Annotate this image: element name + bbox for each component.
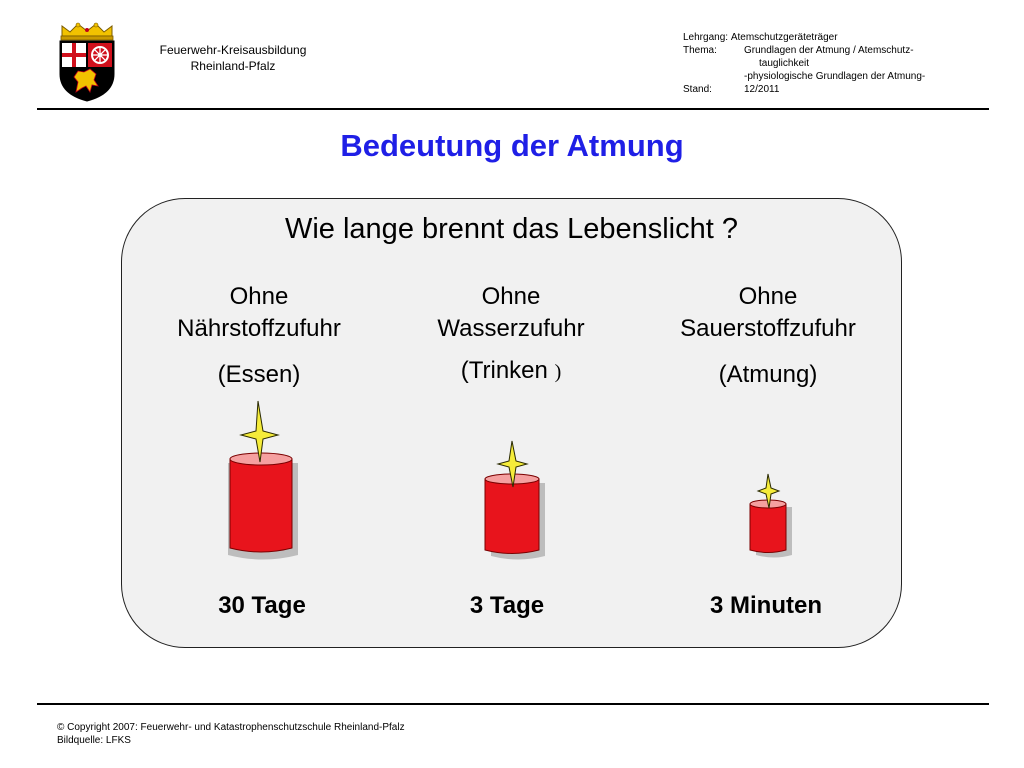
column-water-paren-close: ) xyxy=(554,361,562,383)
column-water-paren-text: (Trinken xyxy=(460,357,548,384)
topic-value-3: -physiologische Grundlagen der Atmung- xyxy=(744,71,926,82)
coat-of-arms-logo xyxy=(54,22,120,102)
organization-name xyxy=(133,42,333,74)
copyright-text: © Copyright 2007: Feuerwehr- und Katastrophenschutzschule Rheinland-Pfalz xyxy=(57,722,405,733)
organization-line-2: Rheinland-Pfalz xyxy=(190,59,276,73)
stand-label: Stand: xyxy=(683,84,712,95)
column-food-line-1: Ohne xyxy=(229,283,289,310)
column-oxygen-line-1: Ohne xyxy=(738,283,798,310)
column-water xyxy=(400,281,622,388)
result-oxygen: 3 Minuten xyxy=(710,592,822,619)
result-water: 3 Tage xyxy=(469,592,545,619)
footer xyxy=(57,721,405,747)
column-oxygen-paren: (Atmung) xyxy=(718,361,818,388)
course-label: Lehrgang: xyxy=(683,32,729,43)
course-metadata xyxy=(683,31,925,96)
organization-line-1: Feuerwehr-Kreisausbildung xyxy=(159,43,307,57)
column-food-line-2: Nährstoffzufuhr xyxy=(177,315,341,342)
stand-value: 12/2011 xyxy=(744,84,780,95)
column-food-paren: (Essen) xyxy=(217,361,301,388)
column-oxygen xyxy=(646,281,890,391)
topic-value-2: tauglichkeit xyxy=(759,58,810,69)
footer-divider xyxy=(37,703,989,705)
header-divider xyxy=(37,108,989,110)
column-food xyxy=(147,281,371,391)
course-value: Atemschutzgeräteträger xyxy=(730,32,838,43)
candle-small-icon xyxy=(745,472,805,562)
topic-label: Thema: xyxy=(683,45,717,56)
column-water-line-1: Ohne xyxy=(481,283,541,310)
image-source-text: Bildquelle: LFKS xyxy=(57,735,131,746)
column-water-line-2: Wasserzufuhr xyxy=(437,315,585,342)
candle-large-icon xyxy=(210,395,320,560)
column-oxygen-line-2: Sauerstoffzufuhr xyxy=(680,315,856,342)
question-heading: Wie lange brennt das Lebenslicht ? xyxy=(284,213,738,245)
candle-medium-icon xyxy=(477,437,557,562)
result-food: 30 Tage xyxy=(218,592,306,619)
topic-value-1: Grundlagen der Atmung / Atemschutz- xyxy=(744,45,914,56)
slide-title: Bedeutung der Atmung xyxy=(340,128,684,163)
column-water-paren xyxy=(400,355,622,388)
